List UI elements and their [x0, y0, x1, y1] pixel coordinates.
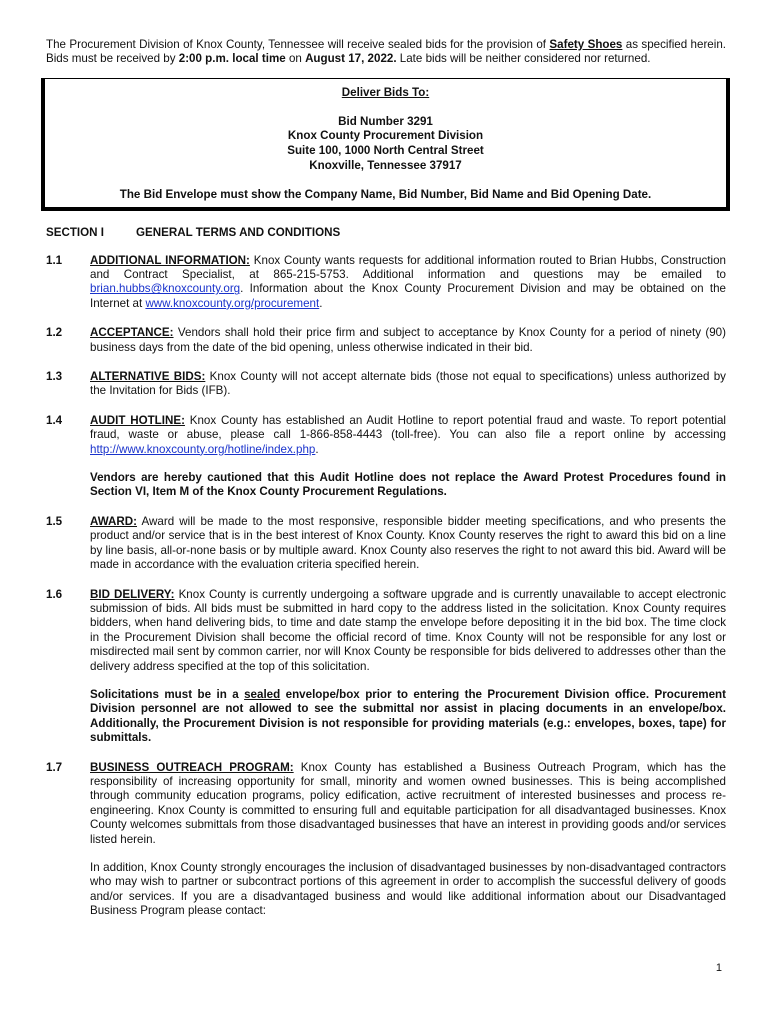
clause-number: 1.6: [46, 587, 63, 601]
clause-text: Knox County has established a Business Outreach Program, which has the responsibility of increasing opportunity for small, minority and women owned businesses. This is being accomplished through community education programs, policy edification, active recruitment of interested businesses and process re-engineering. Knox County is committed to ensuring full and equitable participation for all disadvantaged businesses. Knox County welcomes submittals from those disadvantaged businesses that have an interest in providing goods and/or services listed herein.: [90, 760, 726, 846]
section-number: SECTION I: [46, 225, 104, 239]
clause-1-3: [46, 370, 726, 399]
notice-text: envelope/box prior to entering the Procurement Division office. Procurement Division personnel are not allowed to see the submittal nor assist in placing documents in an envelope/box. Additionally, the Procurement Division is not responsible for providing materials (e.g.: envelopes, boxes, tape) for submittals.: [90, 687, 727, 745]
deliver-bids-box: [41, 78, 730, 211]
clause-body: [90, 588, 726, 674]
deliver-bids-header: Deliver Bids To:: [341, 85, 430, 99]
clause-term: AWARD:: [90, 514, 138, 528]
intro-text-1: The Procurement Division of Knox County, Tennessee will receive sealed bids for the provision of: [46, 38, 550, 51]
clause-1-5: [46, 515, 726, 573]
clause-term: ACCEPTANCE:: [90, 326, 174, 340]
bid-number: Bid Number 3291: [338, 114, 433, 128]
clause-number: 1.7: [46, 760, 63, 774]
section-title: GENERAL TERMS AND CONDITIONS: [136, 225, 341, 239]
clause-text: Vendors shall hold their price firm and subject to acceptance by Knox County for a period of ninety (90) business days from the date of the bid opening, unless otherwise indicated in their bid.: [90, 326, 726, 354]
clause-term: BID DELIVERY:: [90, 587, 175, 601]
clause-body: [90, 414, 726, 457]
clause-number: 1.3: [46, 370, 63, 384]
clause-term: ADDITIONAL INFORMATION:: [90, 253, 250, 267]
clause-text: Knox County is currently undergoing a software upgrade and is currently unavailable to accept electronic submission of bids. All bids must be submitted in hard copy to the address listed in the solicitation. Knox County requires bidders, when hand delivering bids, to time and date stamp the envelope before depositing it in the bid box. The time clock in the Procurement Division shall become the official record of time. Knox County will not be responsible for any lost or misdirected mail sent by common carrier, nor will Knox County be responsible for bids delivered to addresses other than the delivery address specified at the top of this solicitation.: [90, 587, 726, 673]
bid-city: Knoxville, Tennessee 37917: [309, 159, 462, 172]
clause-text: Knox County wants requests for additional information routed to Brian Hubbs, Construction and Contract Specialist, at 865-215-5753. Additional information and questions may be emailed to: [90, 253, 726, 281]
clause-text: . Information about the Knox County Procurement Division and may be obtained on the Internet at: [90, 282, 726, 310]
notice-text: Solicitations must be in a: [90, 687, 245, 701]
clause-number: 1.5: [46, 514, 63, 528]
page-number: 1: [715, 962, 722, 974]
outreach-additional-info: In addition, Knox County strongly encourages the inclusion of disadvantaged businesses by non-disadvantaged contractors who may wish to partner or subcontract portions of this agreement in order to accomplish the successful delivery of goods and/or services. If you are a disadvantaged business and would like additional information about our Disadvantaged Business Program please contact:: [90, 861, 726, 918]
clause-text: .: [319, 296, 323, 310]
clause-text: .: [315, 442, 319, 456]
intro-text-4: Late bids will be neither considered nor returned.: [396, 52, 651, 66]
intro-deadline-time: 2:00 p.m. local time: [178, 52, 286, 66]
sealed-envelope-notice: [90, 688, 726, 746]
clause-body: [90, 515, 726, 573]
clause-body: [90, 326, 726, 355]
intro-text-3: on: [285, 52, 306, 66]
clause-number: 1.4: [46, 413, 63, 427]
clause-number: 1.2: [46, 326, 63, 340]
clause-body: [90, 254, 726, 312]
intro-text-2: as specified herein. Bids must be received by: [46, 38, 726, 66]
clause-body: [90, 370, 726, 399]
clause-1-4: [46, 414, 726, 457]
intro-deadline-date: August 17, 2022.: [305, 52, 397, 66]
section-heading: [46, 226, 726, 239]
document-page: [46, 38, 726, 919]
clause-text: Knox County has established an Audit Hotline to report potential fraud and waste. To report potential fraud, waste or abuse, please call 1-866-858-4443 (toll-free). You can also file a report online by accessing: [90, 413, 726, 442]
clause-term: BUSINESS OUTREACH PROGRAM:: [90, 760, 294, 774]
clause-text: Award will be made to the most responsive, responsible bidder meeting specifications, and who presents the product and/or service that is in the best interest of Knox County. Knox County reserves the right to award this bid on a line by line basis, all-or-none basis or by multiple award. Knox County also reserves the right to not award this bid. Award will be made in accordance with the evaluation criteria specified herein.: [90, 514, 726, 572]
clause-1-2: [46, 326, 726, 355]
intro-item-name: Safety Shoes: [549, 38, 623, 51]
intro-paragraph: [46, 38, 726, 67]
audit-hotline-caution: Vendors are hereby cautioned that this Audit Hotline does not replace the Award Protest Procedures found in Section VI, Item M of the Knox County Procurement Regulations.: [90, 471, 726, 499]
email-link[interactable]: brian.hubbs@knoxcounty.org: [90, 282, 241, 296]
bid-division: Knox County Procurement Division: [287, 129, 484, 143]
clause-term: ALTERNATIVE BIDS:: [90, 370, 206, 384]
clause-body: [90, 761, 726, 847]
clause-number: 1.1: [46, 253, 63, 267]
envelope-instructions: The Bid Envelope must show the Company Name, Bid Number, Bid Name and Bid Opening Date.: [119, 187, 652, 201]
clause-1-7: [46, 761, 726, 847]
procurement-link[interactable]: www.knoxcounty.org/procurement: [145, 296, 320, 310]
clause-term: AUDIT HOTLINE:: [90, 413, 185, 427]
clause-1-6: [46, 588, 726, 674]
notice-sealed-word: sealed: [244, 687, 281, 701]
hotline-link[interactable]: http://www.knoxcounty.org/hotline/index.php: [90, 442, 316, 456]
clause-text: Knox County will not accept alternate bids (those not equal to specifications) unless authorized by the Invitation for Bids (IFB).: [90, 370, 726, 398]
clause-1-1: [46, 254, 726, 312]
bid-address: Suite 100, 1000 North Central Street: [287, 144, 484, 158]
